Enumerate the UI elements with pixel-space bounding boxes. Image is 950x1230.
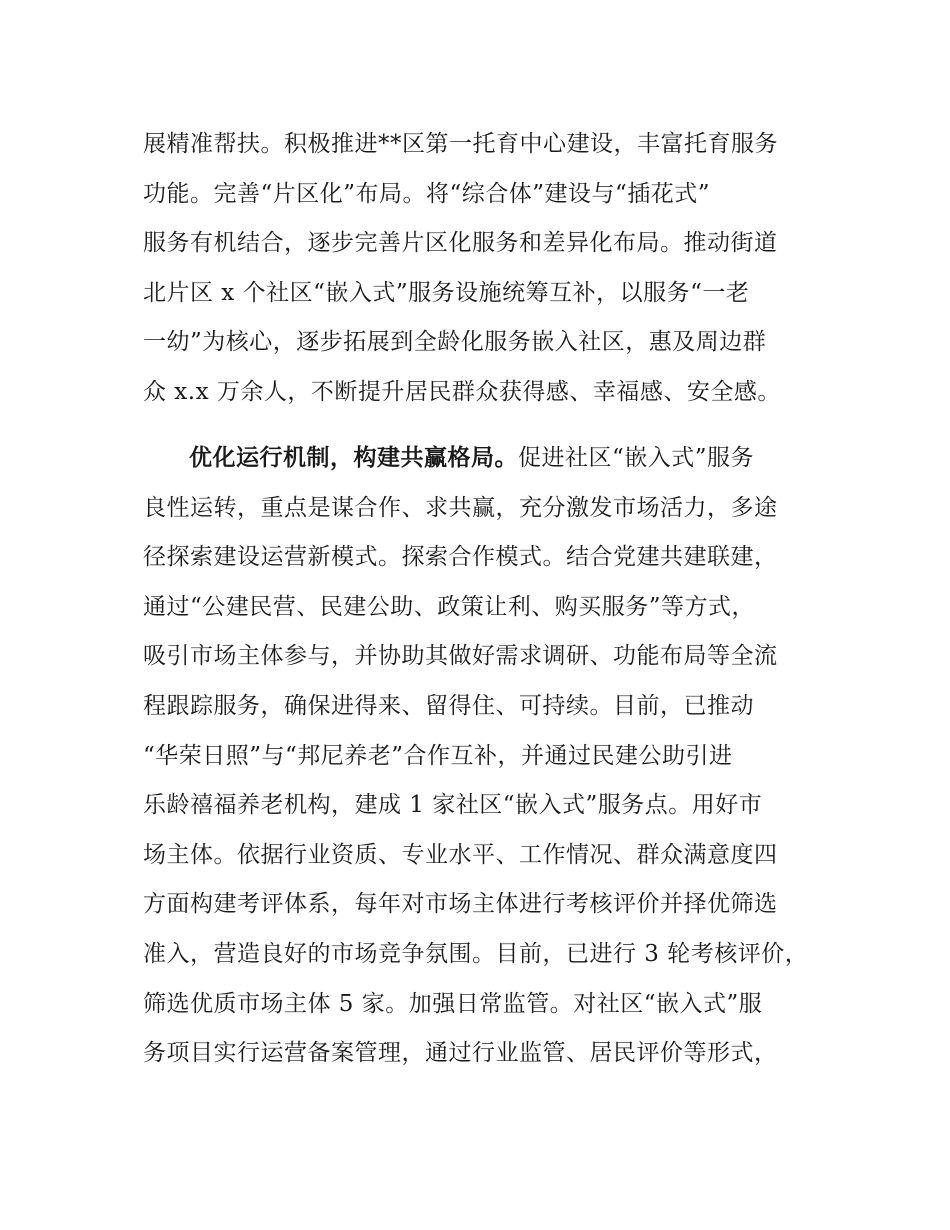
paragraph-2-first-line: [143, 434, 815, 484]
paragraph-1-line: 众 x.x 万余人，不断提升居民群众获得感、幸福感、安全感。: [143, 378, 781, 405]
paragraph-1-line: 展精准帮扶。积极推进**区第一托育中心建设，丰富托育服务: [143, 131, 778, 157]
paragraph-2-line: 场主体。依据行业资质、专业水平、工作情况、群众满意度四: [143, 841, 778, 868]
paragraph-1-line: 功能。完善“片区化”布局。将“综合体”建设与“插花式”: [143, 180, 711, 207]
paragraph-2-line: 筛选优质市场主体 5 家。加强日常监管。对社区“嵌入式”服: [143, 990, 763, 1017]
paragraph-2-lead-heading: 优化运行机制，构建共赢格局。: [189, 445, 518, 471]
paragraph-1: [143, 120, 815, 418]
paragraph-2-line: 良性运转，重点是谋合作、求共赢，充分激发市场活力，多途: [143, 494, 778, 521]
paragraph-2: [143, 434, 815, 1079]
paragraph-2-line: “华荣日照”与“邦尼养老”合作互补，并通过民建公助引进: [143, 742, 733, 769]
paragraph-2-line: 径探索建设运营新模式。探索合作模式。结合党建共建联建，: [143, 544, 778, 571]
paragraph-2-first-line-text: 促进社区“嵌入式”服务: [518, 445, 755, 471]
paragraph-1-line: 服务有机结合，逐步完善片区化服务和差异化布局。推动街道: [143, 230, 778, 257]
paragraph-2-line: 通过“公建民营、民建公助、政策让利、购买服务”等方式，: [143, 593, 756, 620]
paragraph-2-line: 乐龄禧福养老机构，建成 1 家社区“嵌入式”服务点。用好市: [143, 792, 763, 819]
paragraph-2-line: 准入，营造良好的市场竞争氛围。目前，已进行 3 轮考核评价，: [143, 940, 809, 967]
paragraph-2-line: 方面构建考评体系，每年对市场主体进行考核评价并择优筛选: [143, 891, 778, 918]
paragraph-2-line: 程跟踪服务，确保进得来、留得住、可持续。目前，已推动: [143, 692, 754, 719]
paragraph-1-line: 北片区 x 个社区“嵌入式”服务设施统筹互补，以服务“一老: [143, 279, 750, 306]
paragraph-2-line: 吸引市场主体参与，并协助其做好需求调研、功能布局等全流: [143, 643, 778, 670]
paragraph-2-line: 务项目实行运营备案管理，通过行业监管、居民评价等形式，: [143, 1040, 778, 1067]
paragraph-1-line: 一幼”为核心，逐步拓展到全龄化服务嵌入社区，惠及周边群: [143, 329, 767, 356]
